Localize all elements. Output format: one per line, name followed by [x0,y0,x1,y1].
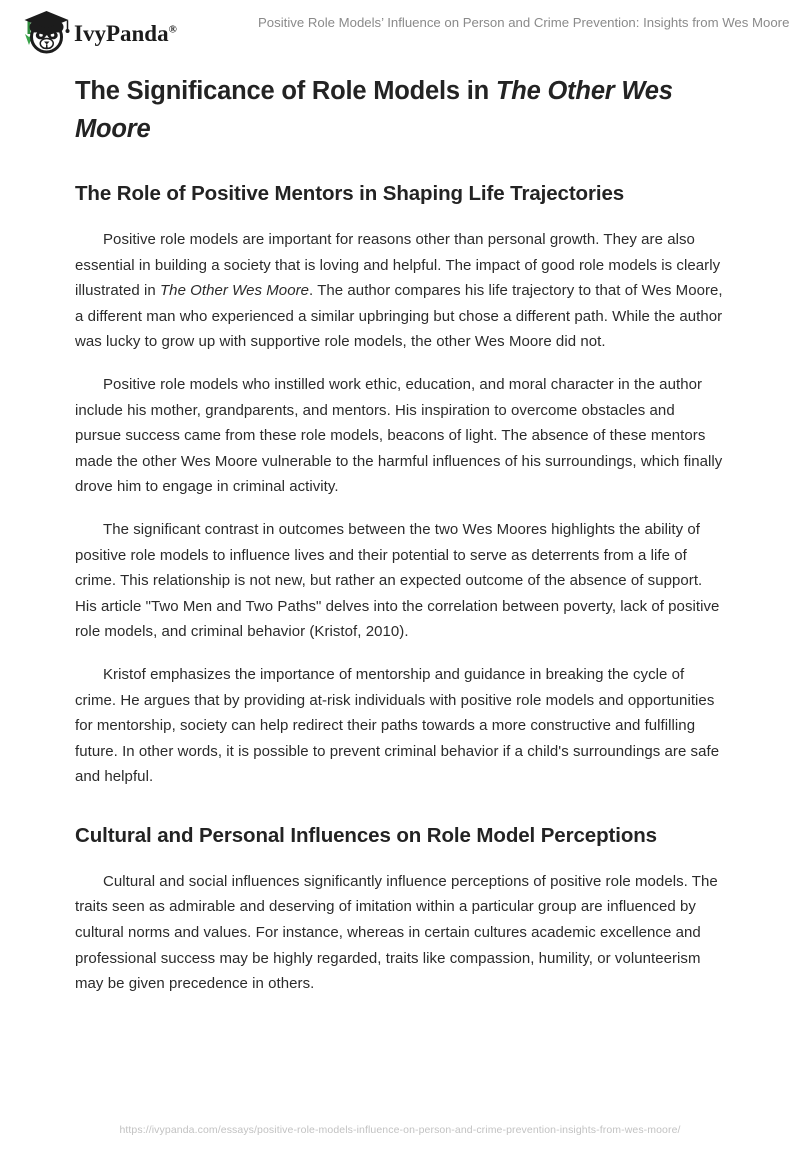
brand-name [74,22,177,45]
page-title-book-name: The Other Wes Moore [75,77,673,143]
paragraph [75,227,725,355]
paragraph-run: Positive role models are important for reasons other than personal growth. They are also essential in building a society that is loving and helpful. The impact of good role models is clearly illustrated in [75,231,721,300]
page-title [75,72,725,148]
source-url[interactable]: https://ivypanda.com/essays/positive-role-models-influence-on-person-and-crime-prevention-insights-from-wes-moore/ [119,1124,681,1136]
section-heading-1: The Role of Positive Mentors in Shaping Life Trajectories [75,182,625,205]
paragraph: The significant contrast in outcomes between the two Wes Moores highlights the ability of positive role models to influence lives and their potential to serve as deterrents from a life of crime. This relationship is not new, but rather an expected outcome of the absence of support. His article "Two Men and Two Paths" delves into the correlation between poverty, lack of positive role models, and criminal behavior (Kristof, 2010). [75,520,720,641]
page-footer [0,1112,800,1160]
brand-name-text: IvyPanda [74,20,169,46]
paragraph-run: . The author compares his life trajectory to that of Wes Moore, a different man who experienced a similar upbringing but chose a different path. While the author was lucky to grow up with supportive role models, the other Wes Moore did not. [75,282,723,351]
page-title-plain: The Significance of Role Models in [75,77,496,105]
paragraph-book-name: The Other Wes Moore [159,282,310,300]
paragraph: Kristof emphasizes the importance of mentorship and guidance in breaking the cycle of crime. He argues that by providing at-risk individuals with positive role models and opportunities for mentorship, society can help redirect their paths towards a more constructive and fulfilling future. In other words, it is possible to prevent criminal behavior if a child's surroundings are safe and helpful. [75,665,720,786]
ivypanda-logo[interactable] [18,8,177,56]
running-header-title: Positive Role Models’ Influence on Person and Crime Prevention: Insights from Wes Moore [258,15,790,30]
page-header [0,0,800,62]
paragraph: Cultural and social influences significantly influence perceptions of positive role models. The traits seen as admirable and deserving of imitation within a particular group are influenced by cultural norms and values. For instance, whereas in certain cultures academic excellence and professional success may be highly regarded, traits like compassion, humility, or volunteerism may be given precedence in others. [75,872,718,993]
document-content [75,72,725,997]
panda-graduate-icon [18,8,70,56]
section-heading-2: Cultural and Personal Influences on Role Model Perceptions [75,823,657,847]
registered-mark: ® [168,22,177,35]
paragraph: Positive role models who instilled work ethic, education, and moral character in the author include his mother, grandparents, and mentors. His inspiration to overcome obstacles and pursue success came from these role models, beacons of light. The absence of these mentors made the other Wes Moore vulnerable to the harmful influences of his surroundings, which finally drove him to engage in criminal activity. [75,375,723,496]
